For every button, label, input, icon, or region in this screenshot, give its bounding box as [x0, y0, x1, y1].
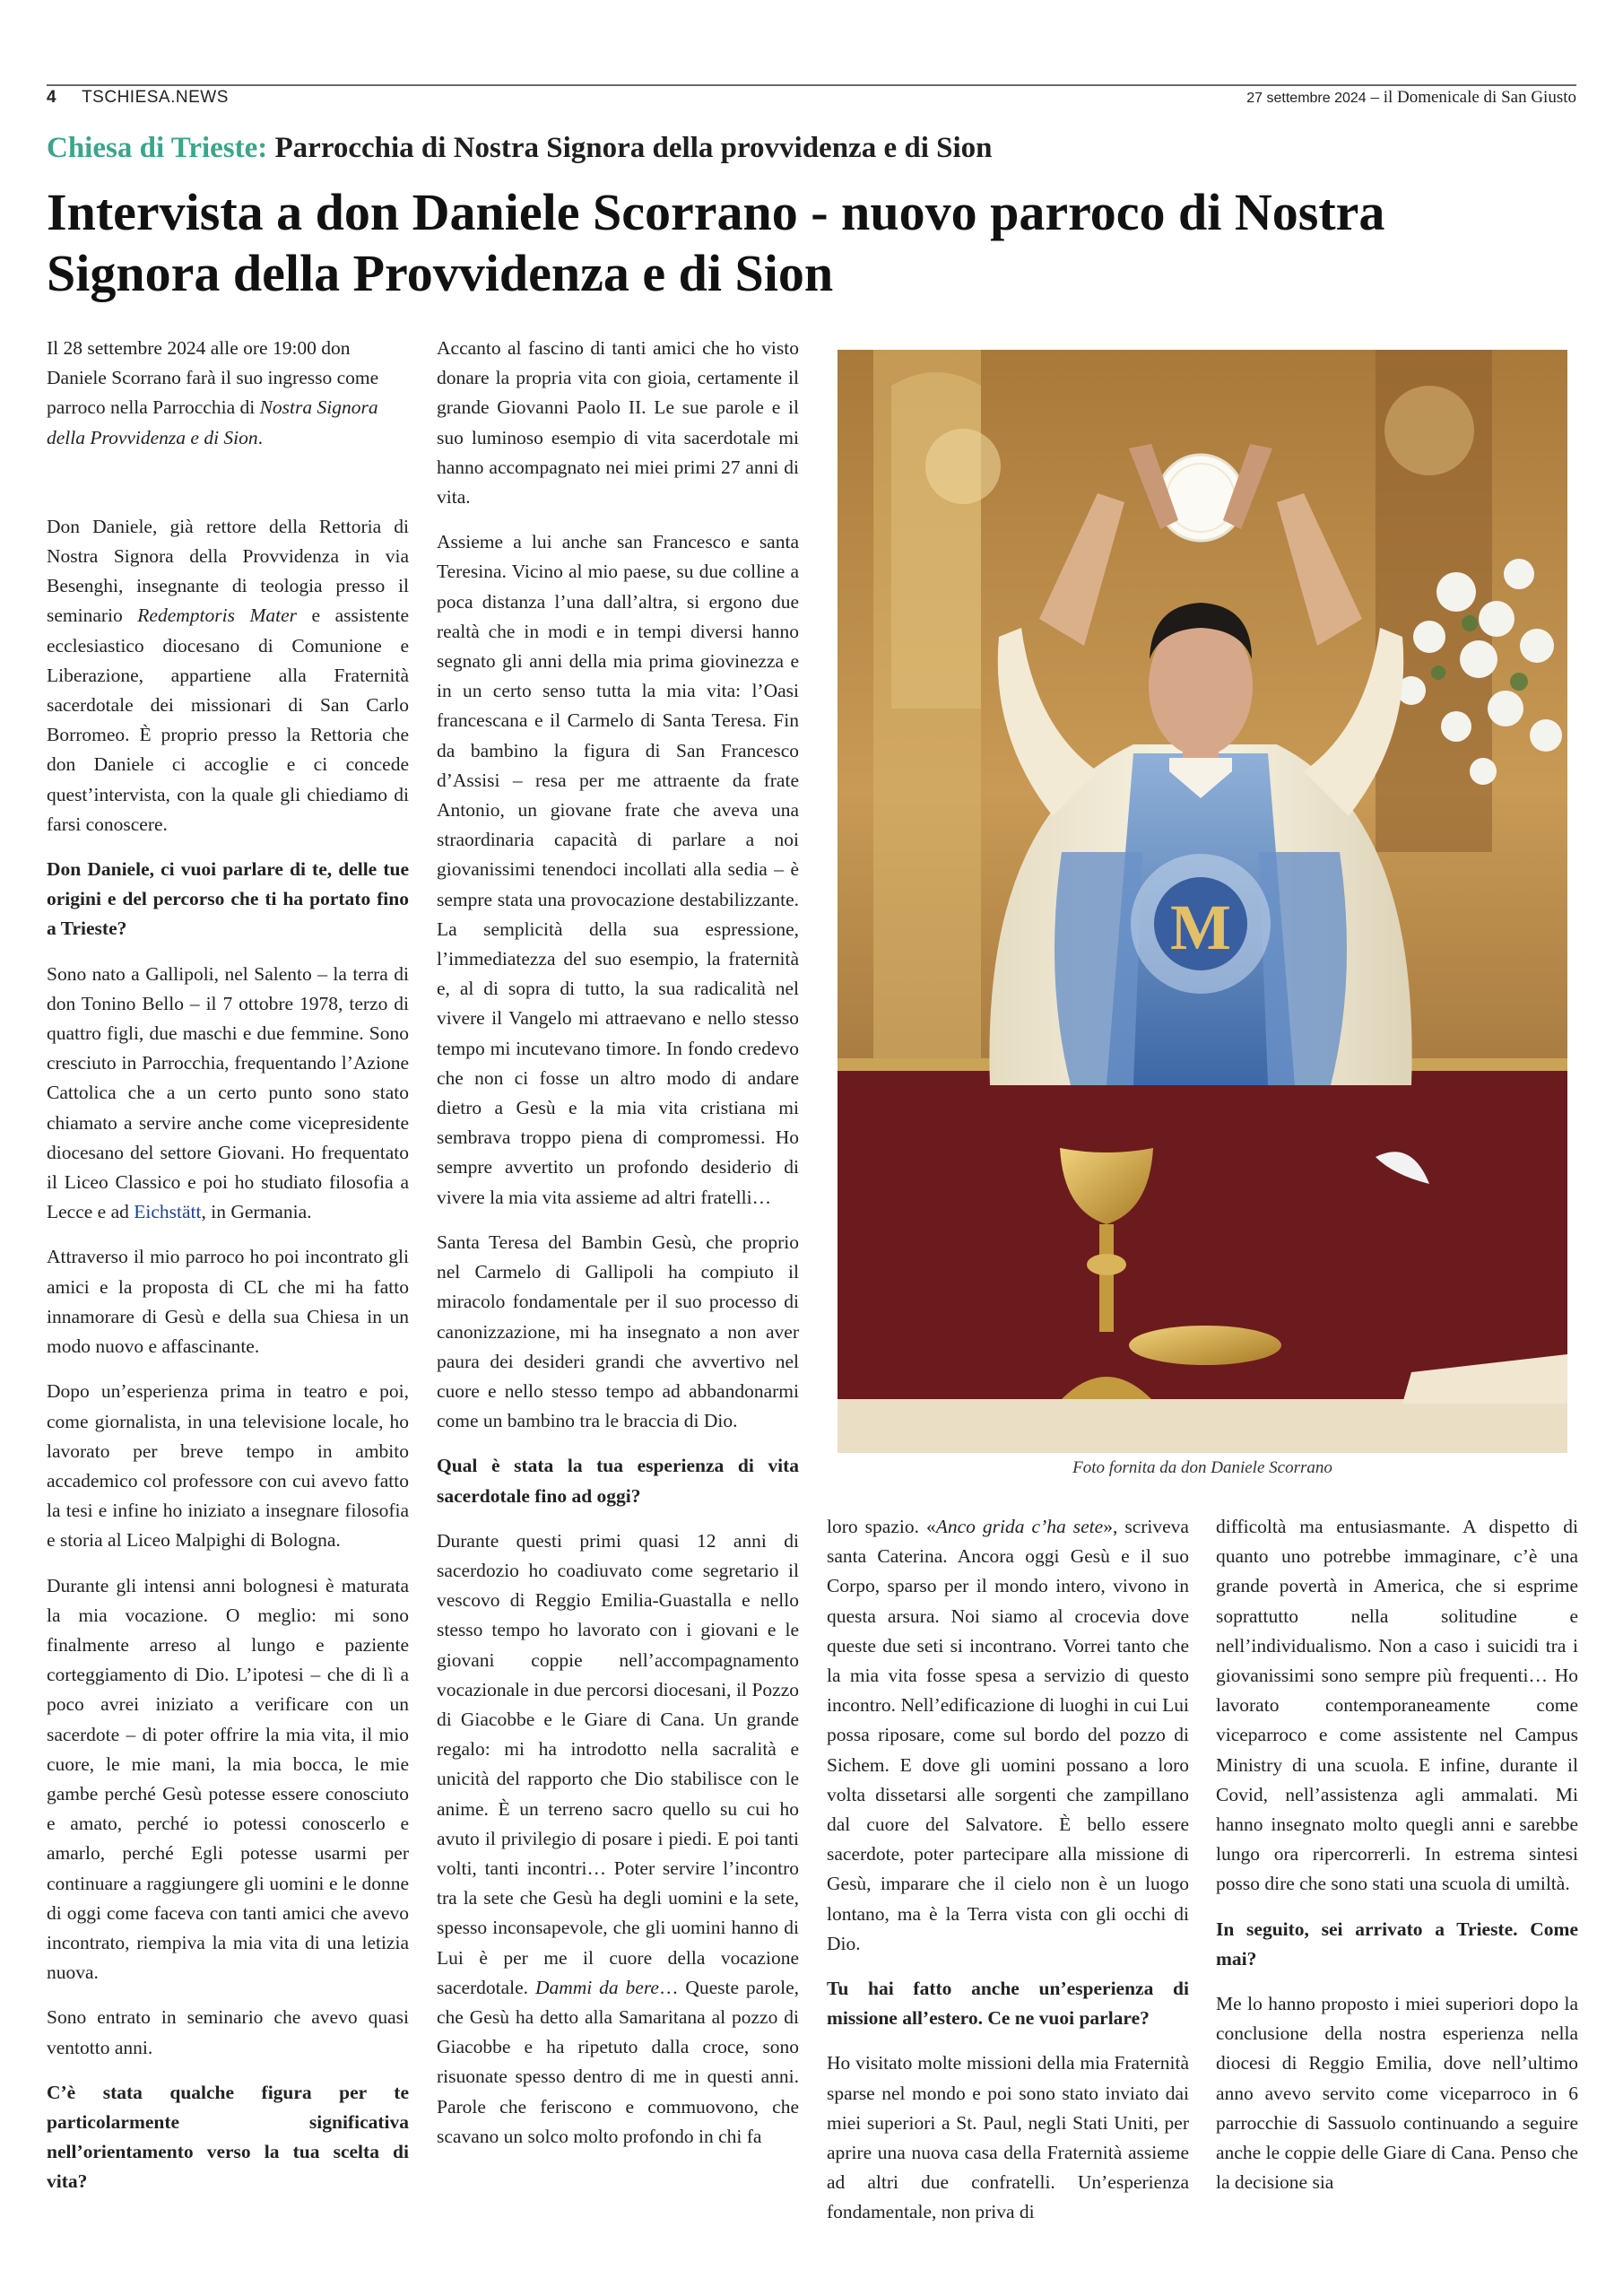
- eichstatt-link[interactable]: Eichstätt: [134, 1201, 202, 1223]
- paragraph: Ho visitato molte missioni della mia Fraternità sparse nel mondo e poi sono stato inviato dai miei superiori a St. Paul, negli Stati Uniti, per aprire una nuova casa della Fraternità assieme ad altri due confratelli. Un’esperienza fondamentale, non priva di: [827, 2052, 1189, 2223]
- paragraph: loro spazio. «Anco grida c’ha sete», scriveva santa Caterina. Ancora oggi Gesù e il suo Corpo, sparso per il mondo intero, vivono in questa arsura. Noi siamo al crocevia dove queste due seti si incontrano. Vorrei tanto che la mia vita fosse spesa a servizio di questo incontro. Nell’edificazione di luoghi in cui Lui possa riposare, come sul bordo del pozzo di Sichem. E dove gli uomini possano a loro volta dissetarsi alle sorgenti che zampillano dal cuore del Salvatore. È bello essere sacerdote, poter partecipare alla missione di Gesù, imparare che il cielo non è un luogo lontano, ma è la Terra vista con gli occhi di Dio.: [827, 1516, 1189, 1954]
- paragraph: Assieme a lui anche san Francesco e santa Teresina. Vicino al mio paese, su due colline a poca distanza l’una dall’altra, si ergono due realtà che in modi e in tempi diversi hanno segnato gli anni della mia prima giovinezza e in un certo senso tutta la mia vita: l’Oasi francescana e il Carmelo di Santa Teresa. Fin da bambino la figura di San Francesco d’Assisi – resa per me attraente da frate Antonio, un giovane frate che aveva una straordinaria capacità di parlare a noi giovanissimi tenendoci incollati alla sedia – è sempre stata una provocazione destabilizzante. La semplicità della sua espressione, l’immediatezza del suo esempio, la fraternità e, al di sopra di tutto, la sua radicalità nel vivere il Vangelo mi attraevano e nello stesso tempo mi incutevano timore. In fondo credevo che non ci fosse un altro modo di andare dietro a Gesù e la mia vita cristiana mi sembrava troppo piena di compromessi. Ho sempre avvertito un profondo desiderio di vivere la mia vita assieme ad altri fratelli…: [437, 531, 799, 1208]
- title-line-2: Signora della Provvidenza e di Sion: [47, 244, 834, 302]
- header-separator: –: [1366, 88, 1384, 107]
- paragraph: Accanto al fascino di tanti amici che ho visto donare la propria vita con gioia, certamente il grande Giovanni Paolo II. Le sue parole e il suo luminoso esempio di vita sacerdotale mi hanno accompagnato nei miei primi 27 anni di vita.: [437, 337, 799, 509]
- photo-caption: Foto fornita da don Daniele Scorrano: [1072, 1458, 1332, 1477]
- running-header-right: [1246, 88, 1576, 108]
- publication-name: il Domenicale di San Giusto: [1383, 88, 1576, 107]
- paragraph: Sono entrato in seminario che avevo quasi ventotto anni.: [47, 2006, 409, 2058]
- priest-elevating-host-illustration: [838, 350, 1567, 1453]
- article-column-3: [827, 1512, 1189, 2243]
- question: Tu hai fatto anche un’esperienza di missione all’estero. Ce ne vuoi parlare?: [827, 1978, 1189, 2030]
- site-name[interactable]: TSCHIESA.NEWS: [82, 88, 229, 107]
- kicker-section: Chiesa di Trieste:: [47, 132, 268, 164]
- article-title: [47, 182, 1571, 304]
- svg-text:M: M: [1170, 891, 1231, 963]
- paragraph: Me lo hanno proposto i miei superiori dopo la conclusione della nostra esperienza nella diocesi di Reggio Emilia, dove nell’ultimo anno avevo servito come viceparroco in 6 parrocchie di Sassuolo continuando a seguire anche le coppie delle Giare di Cana. Penso che la decisione sia: [1216, 1993, 1578, 2194]
- paragraph: difficoltà ma entusiasmante. A dispetto di quanto uno potrebbe immaginare, c’è una grande povertà in America, che si esprime soprattutto nella solitudine e nell’individualismo. Non a caso i suicidi tra i giovanissimi sono sempre più frequenti… Ho lavorato contemporaneamente come viceparroco e come assistente nel Campus Ministry di una scuola. E infine, durante il Covid, nell’assistenza agli ammalati. Mi hanno insegnato molto quegli anni e sarebbe lungo ora ripercorrerli. In estrema sintesi posso dire che sono stati una scuola di umiltà.: [1216, 1516, 1578, 1895]
- header-rule: [47, 84, 1576, 86]
- paragraph: Santa Teresa del Bambin Gesù, che proprio nel Carmelo di Gallipoli ha compiuto il miracolo fondamentale per il suo processo di canonizzazione, mi ha insegnato a non aver paura dei desideri grandi che avvertivo nel cuore e nello stesso tempo ad abbandonarmi come un bambino tra le braccia di Dio.: [437, 1231, 799, 1432]
- running-header-left: [47, 88, 229, 108]
- question: C’è stata qualche figura per te particolarmente significativa nell’orientamento verso la tua scelta di vita?: [47, 2081, 409, 2193]
- title-line-1: Intervista a don Daniele Scorrano - nuovo parroco di Nostra: [47, 183, 1385, 241]
- paragraph: Don Daniele, già rettore della Rettoria di Nostra Signora della Provvidenza in via Besenghi, insegnante di teologia presso il seminario Redemptoris Mater e assistente ecclesiastico diocesano di Comunione e Liberazione, appartiene alla Fraternità sacerdotale dei missionari di San Carlo Borromeo. È proprio presso la Rettoria che don Daniele ci accoglie e ci concede quest’intervista, con la quale gli chiediamo di farsi conoscere.: [47, 515, 409, 835]
- paragraph: Sono nato a Gallipoli, nel Salento – la terra di don Tonino Bello – il 7 ottobre 1978, terzo di quattro figli, due maschi e due femmine. Sono cresciuto in Parrocchia, frequentando l’Azione Cattolica che a un certo punto sono stato chiamato a servire anche come vicepresidente diocesano del settore Giovani. Ho frequentato il Liceo Classico e poi ho studiato filosofia a Lecce e ad Eichstätt, in Germania.: [47, 962, 409, 1223]
- paragraph: Dopo un’esperienza prima in teatro e poi, come giornalista, in una televisione locale, ho lavorato per breve tempo in ambito accademico col professore con cui avevo fatto la tesi e infine ho iniziato a insegnare filosofia e storia al Liceo Malpighi di Bologna.: [47, 1380, 409, 1552]
- kicker-subject: Parrocchia di Nostra Signora della provvidenza e di Sion: [274, 132, 993, 164]
- priest-photo: [838, 350, 1567, 1453]
- page-number: 4: [47, 88, 57, 107]
- section-kicker: [47, 132, 993, 165]
- article-column-4: [1216, 1512, 1578, 2213]
- paragraph: Durante gli intensi anni bolognesi è maturata la mia vocazione. O meglio: mi sono finalmente arreso al lungo e paziente corteggiamento di Dio. L’ipotesi – che di lì a poco avrei iniziato a verificare con un sacerdote – di poter offrire la mia vita, il mio cuore, le mie mani, la mia bocca, le mie gambe perché Gesù potesse essere conosciuto e amato, perché io potessi conoscerlo e amarlo, perché Egli potesse usarmi per continuare a raggiungere gli uomini e le donne di oggi come faceva con tanti amici che avevo incontrato, riempiva la mia vita di una letizia nuova.: [47, 1574, 409, 1984]
- question: Qual è stata la tua esperienza di vita sacerdotale fino ad oggi?: [437, 1455, 799, 1507]
- paragraph: Attraverso il mio parroco ho poi incontrato gli amici e la proposta di CL che mi ha fatto innamorare di Gesù e della sua Chiesa in un modo nuovo e affascinante.: [47, 1246, 409, 1358]
- intro-paragraph: Il 28 settembre 2024 alle ore 19:00 don Daniele Scorrano farà il suo ingresso come parroco nella Parrocchia di Nostra Signora della Provvidenza e di Sion.: [47, 337, 379, 448]
- article-column-1: [47, 334, 409, 2213]
- paragraph: Durante questi primi quasi 12 anni di sacerdozio ho coadiuvato come segretario il vescovo di Reggio Emilia-Guastalla e nello stesso tempo ho lavorato con i giovani e le giovani coppie nell’accompagnamento vocazionale in due percorsi diocesani, il Pozzo di Giacobbe e le Giare di Cana. Un grande regalo: mi ha introdotto nella sacralità e unicità del rapporto che Dio stabilisce con le anime. È un terreno sacro quello su cui ho avuto il privilegio di posare i piedi. E poi tanti volti, tanti incontri… Poter servire l’incontro tra la sete che Gesù ha degli uomini e la sete, spesso inconsapevole, che gli uomini hanno di Lui è per me il cuore della vocazione sacerdotale. Dammi da bere… Queste parole, che Gesù ha detto alla Samaritana al pozzo di Giacobbe e ha ripetuto dalla croce, sono risuonate spesso dentro di me in questi anni. Parole che feriscono e commuovono, che scavano un solco molto profondo in chi fa: [437, 1529, 800, 2147]
- question: In seguito, sei arrivato a Trieste. Come mai?: [1216, 1918, 1578, 1970]
- issue-date: 27 settembre 2024: [1246, 91, 1367, 106]
- question: Don Daniele, ci vuoi parlare di te, delle tue origini e del percorso che ti ha portato fino a Trieste?: [47, 858, 409, 940]
- article-column-2: [437, 334, 799, 2167]
